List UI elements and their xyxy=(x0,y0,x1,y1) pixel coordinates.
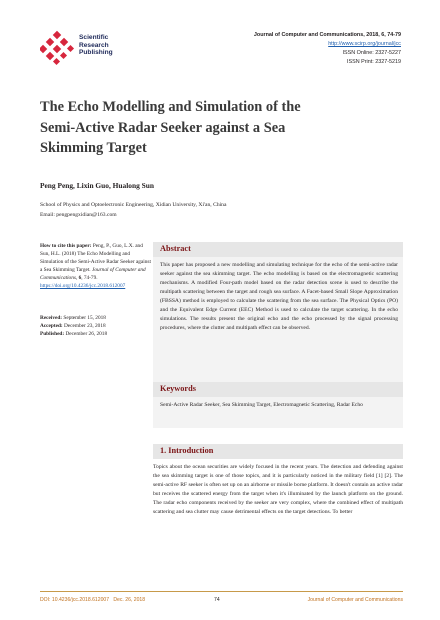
journal-url-link[interactable]: http://www.scirp.org/journal/jcc xyxy=(328,41,401,47)
affiliation-block xyxy=(40,200,226,220)
keywords-header xyxy=(153,382,403,397)
publisher-name: Scientific Research Publishing xyxy=(79,34,113,57)
keywords-box xyxy=(153,382,403,428)
journal-info xyxy=(254,31,401,67)
abstract-box xyxy=(153,242,403,386)
abstract-heading: Abstract xyxy=(160,244,191,253)
page-number: 74 xyxy=(214,597,220,603)
publisher-logo-icon xyxy=(40,30,76,66)
abstract-header xyxy=(153,242,403,257)
footer-doi-date: DOI: 10.4236/jcc.2018.612007 Dec. 26, 2018 xyxy=(40,597,146,603)
introduction-heading: 1. Introduction xyxy=(160,446,214,455)
email: Email: pengpengxidian@163.com xyxy=(40,212,117,218)
abstract-text: This paper has proposed a new modelling and simulating technique for the echo of the semi-active radar seeker against the sea skimming target. The echo modelling is based on the electromagnetic scattering mechanisms. A modified Four-path model based on the radar detection scene is used to describe the multipath scattering between the target and rough sea surface. A Facet-based Small Slope Approximation (FBSSA) method is employed to calculate the scattering from the sea surface. The Physical Optics (PO) and the Equivalent Edge Current (EEC) Method is used to calculate the target scattering. In the echo simulations. The results present the original echo and the echo processed by the signal processing procedures, where the clutter and multipath effect can be observed. xyxy=(160,262,398,332)
doi-link[interactable]: https://doi.org/10.4236/jcc.2018.612007 xyxy=(40,283,126,289)
publisher-logo xyxy=(40,30,160,66)
dates-block: Received: September 15, 2018 Accepted: December 23, 2018 Published: December 26, 2018 xyxy=(40,315,108,337)
issn-online: ISSN Online: 2327-5227 xyxy=(342,50,401,56)
introduction-header xyxy=(153,444,403,459)
paper-title: The Echo Modelling and Simulation of the Semi-Active Radar Seeker against a Sea Skimming Target xyxy=(40,99,301,156)
authors: Peng Peng, Lixin Guo, Hualong Sun xyxy=(40,181,154,190)
keywords-heading: Keywords xyxy=(160,384,196,393)
keywords-text: Semi-Active Radar Seeker, Sea Skimming Target, Electromagnetic Scattering, Radar Echo xyxy=(160,402,363,408)
citation-block: How to cite this paper: Peng, P., Guo, L.X. and Sun, H.L. (2018) The Echo Modelling and Simulation of the Semi-Active Radar Seeker against a Sea Skimming Target. Journal of Computer and Communications, 6, 74-79. https://doi.org/10.4236/jcc.2018.612007 xyxy=(40,243,151,289)
affiliation: School of Physics and Optoelectronic Engineering, Xidian University, Xi'an, China xyxy=(40,202,227,208)
introduction-text: Topics about the ocean securities are widely focused in the recent years. The detection and defending against the sea skimming target is one of those topics, and it is particularly noticed in the military field [1] [2]. The semi-active RF seeker is often set up on an airborne or missile borne platform. It doesn't contain an active radar but receives the scattered energy from the target when it's illuminated by the launch platform on the ground. The radar echo components received by the seeker are very complex, where the combined effect of multipath scattering and sea clutter may cause detrimental effects on the target detections. To better xyxy=(153,464,403,516)
footer-journal-name: Journal of Computer and Communications xyxy=(307,597,403,603)
issn-print: ISSN Print: 2327-5219 xyxy=(347,59,401,65)
journal-citation-line: Journal of Computer and Communications, 2018, 6, 74-79 xyxy=(253,32,401,38)
footer-divider xyxy=(40,591,403,592)
